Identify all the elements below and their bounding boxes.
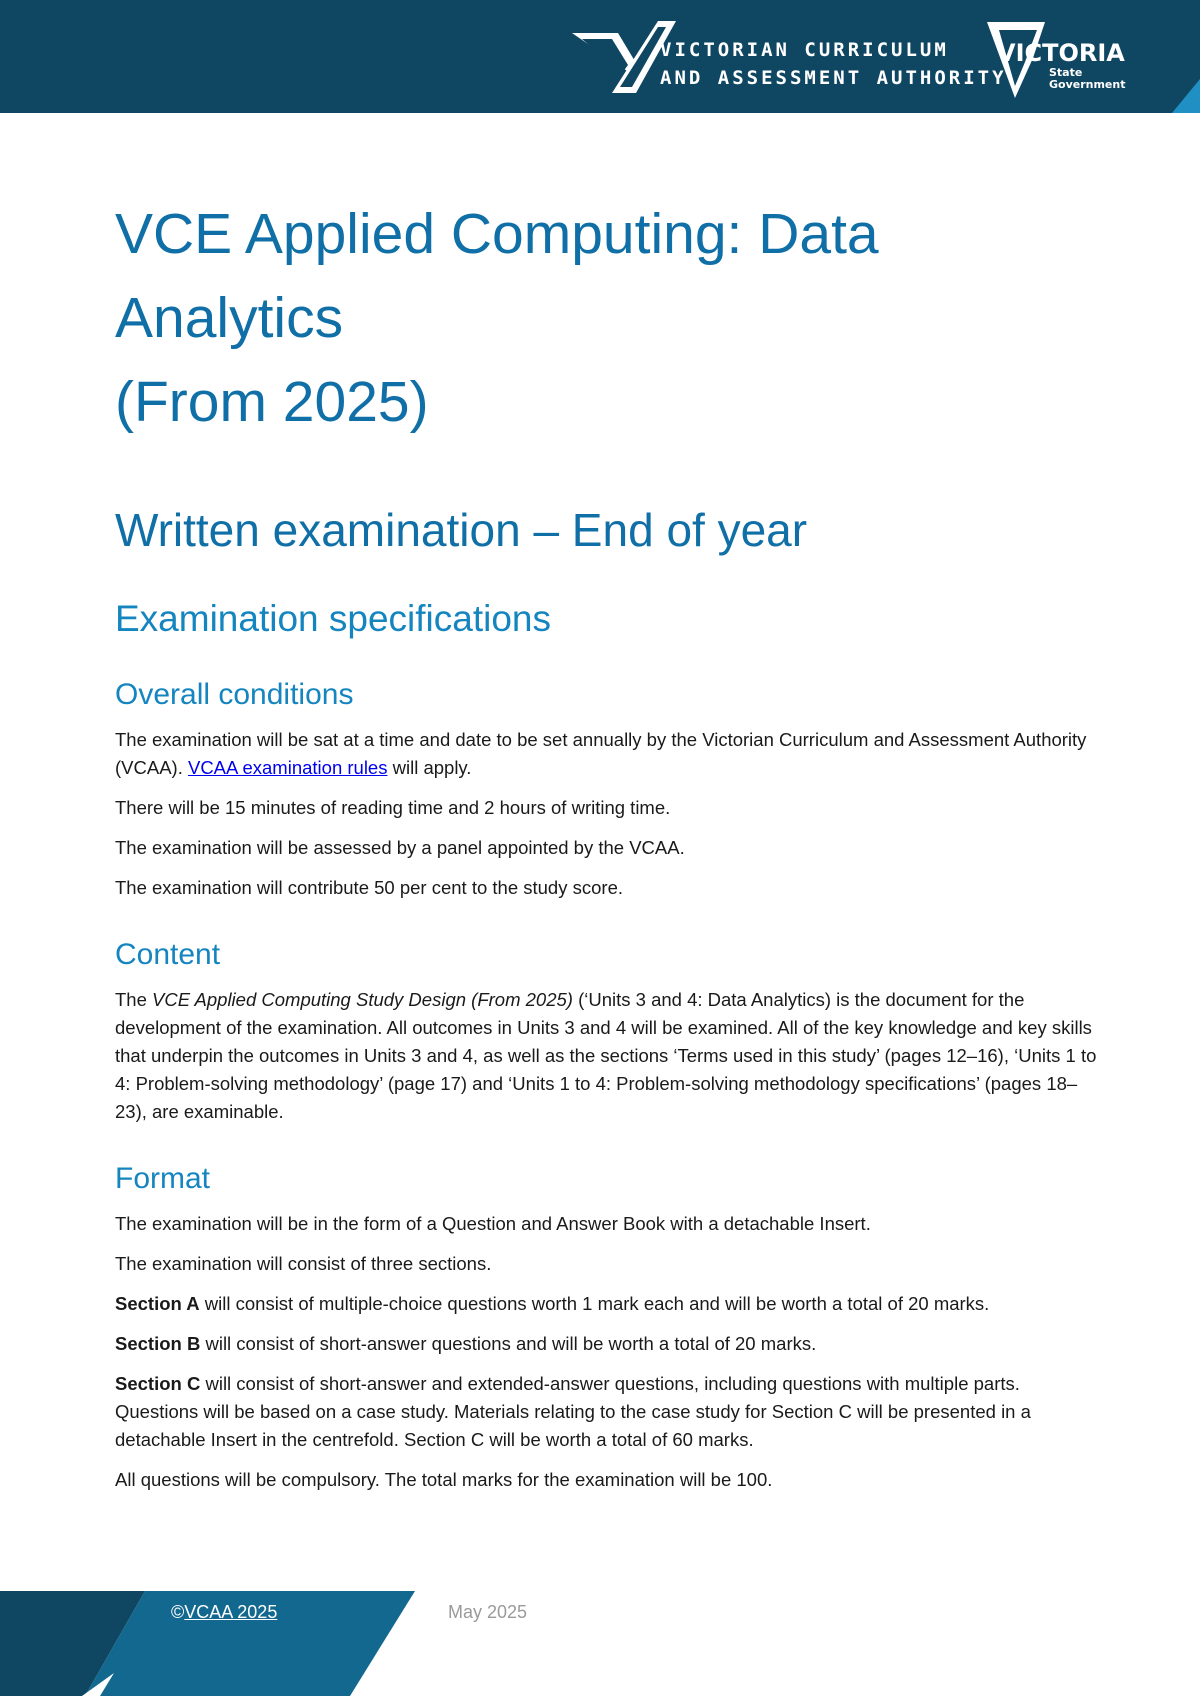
header-banner: [0, 0, 1200, 113]
title-line3: (From 2025): [115, 370, 429, 434]
content-heading: Content: [115, 938, 221, 971]
state-text: State: [1049, 66, 1083, 79]
overall-p1-after: will apply.: [392, 757, 472, 778]
vcaa-name: [660, 36, 1007, 92]
vcaa-exam-rules-link[interactable]: VCAA examination rules: [187, 757, 388, 778]
section-a-paragraph: [115, 1290, 1100, 1318]
vcaa-copyright-link[interactable]: VCAA 2025: [184, 1602, 278, 1622]
title-line1: VCE Applied Computing: Data: [115, 202, 879, 266]
section-b-text: will consist of short-answer questions and will be worth a total of 20 marks.: [205, 1333, 817, 1354]
overall-conditions-heading: Overall conditions: [115, 678, 354, 711]
section-a-label: Section A: [115, 1293, 200, 1314]
vcaa-name-line2: AND ASSESSMENT AUTHORITY: [660, 67, 1007, 89]
overall-paragraph-2: There will be 15 minutes of reading time and 2 hours of writing time.: [115, 797, 671, 818]
main-content: [115, 192, 1100, 1506]
content-pre: The: [115, 989, 147, 1010]
header-accent-icon: [1172, 79, 1200, 113]
victoria-wordmark: VICTORIA: [997, 39, 1125, 67]
section-heading: Examination specifications: [115, 598, 551, 639]
page-title: [115, 192, 1100, 444]
section-c-label: Section C: [115, 1373, 201, 1394]
government-text: Government: [1049, 78, 1126, 91]
study-design-title: VCE Applied Computing Study Design (From 2025): [152, 989, 573, 1010]
format-paragraph-2: The examination will consist of three sections.: [115, 1253, 492, 1274]
content-paragraph: [115, 986, 1100, 1126]
format-paragraph-1: The examination will be in the form of a Question and Answer Book with a detachable Insert.: [115, 1213, 871, 1234]
section-b-paragraph: [115, 1330, 1100, 1358]
state-government-text: [1049, 67, 1125, 91]
title-line2: Analytics: [115, 286, 344, 350]
format-heading: Format: [115, 1162, 211, 1195]
victoria-government-logo: [985, 22, 1135, 100]
overall-p1-text: The examination will be sat at a time and date to be set annually by the Victorian Curriculum and Assessment Authority (VCAA).: [115, 729, 1087, 778]
section-b-label: Section B: [115, 1333, 201, 1354]
footer-copyright: [171, 1602, 277, 1623]
footer-date: May 2025: [448, 1602, 528, 1622]
overall-paragraph-3: The examination will be assessed by a panel appointed by the VCAA.: [115, 837, 685, 858]
content-post: (‘Units 3 and 4: Data Analytics) is the document for the development of the examination. All outcomes in Units 3 and 4 will be examined. All of the key knowledge and key skills that underpin the outcomes in Units 3 and 4, as well as the sections ‘Terms used in this study’ (pages 12–16), ‘Units 1 to 4: Problem-solving methodology’ (page 17) and ‘Units 1 to 4: Problem-solving methodology specifications’ (pages 18–23), are examinable.: [115, 989, 1097, 1122]
page-subtitle: Written examination – End of year: [115, 504, 808, 556]
format-final-paragraph: All questions will be compulsory. The total marks for the examination will be 100.: [115, 1469, 773, 1490]
section-c-paragraph: [115, 1370, 1100, 1454]
overall-paragraph-4: The examination will contribute 50 per cent to the study score.: [115, 877, 623, 898]
section-c-text: will consist of short-answer and extended-answer questions, including questions with multiple parts. Questions will be based on a case study. Materials relating to the case study for Section C will be presented in a detachable Insert in the centrefold. Section C will be worth a total of 60 marks.: [115, 1373, 1031, 1450]
vcaa-name-line1: VICTORIAN CURRICULUM: [660, 39, 949, 61]
overall-paragraph-1: [115, 726, 1100, 782]
section-a-text: will consist of multiple-choice questions worth 1 mark each and will be worth a total of 20 marks.: [204, 1293, 990, 1314]
copyright-symbol: ©: [171, 1602, 185, 1622]
